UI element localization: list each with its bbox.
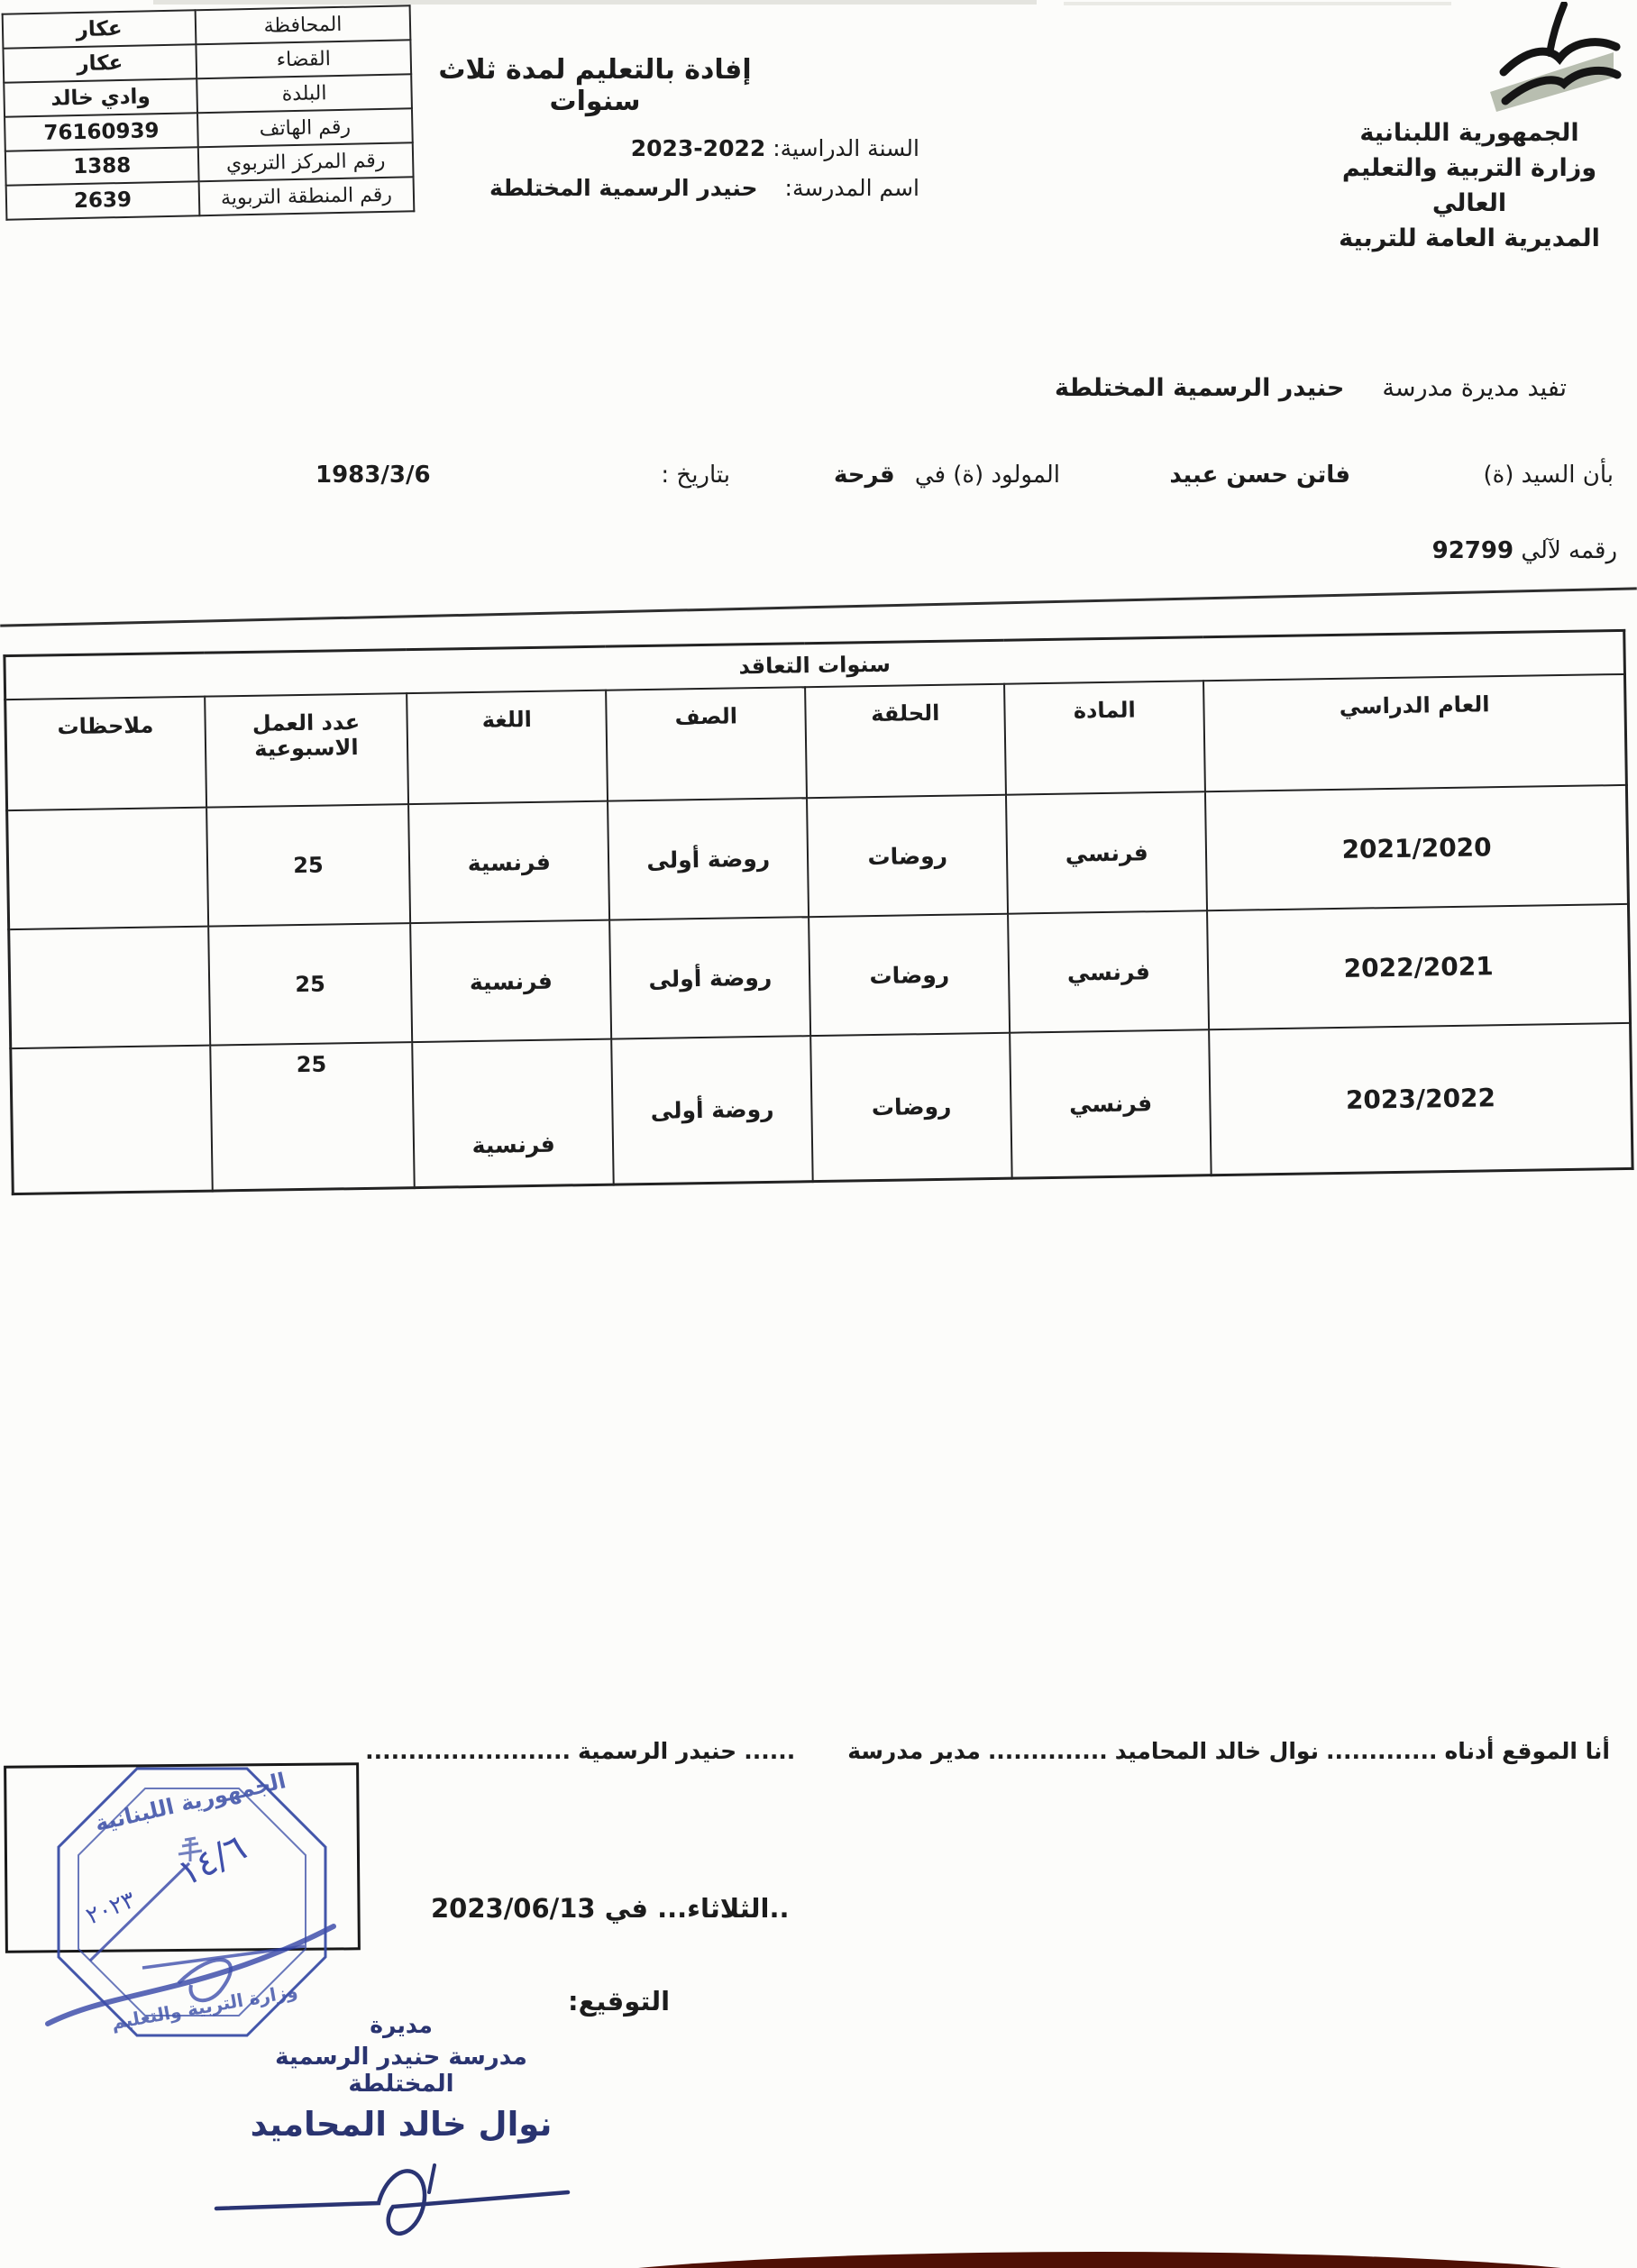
born-line	[834, 462, 1060, 489]
cell-cycle: روضات	[810, 1033, 1012, 1182]
person-name: فاتن حسن عبيد	[1169, 462, 1350, 489]
table-row	[11, 1023, 1632, 1194]
declaration-line	[234, 1738, 1610, 1764]
ministry-logo-icon	[1477, 2, 1634, 123]
school-year-label: السنة الدراسية:	[773, 135, 919, 161]
cell-subject: فرنسي	[1008, 910, 1209, 1032]
ministry-header	[1307, 115, 1632, 257]
col-subject: المادة	[1004, 681, 1205, 794]
cell-grade: روضة أولى	[609, 917, 810, 1038]
cell-language: فرنسية	[408, 801, 609, 923]
cell-hours: 25	[210, 1042, 415, 1191]
cell-year: 2021/2020	[1205, 785, 1628, 910]
town-label: البلدة	[197, 74, 412, 113]
director-school-line: مدرسة حنيدر الرسمية المختلطة	[275, 2044, 527, 2098]
born-label: المولود (ة) في	[914, 462, 1060, 489]
director-name: نوال خالد المحاميد	[250, 2105, 553, 2144]
stamp-top-text: الجمهورية اللبنانية	[92, 1768, 288, 1837]
director-title: مديرة	[370, 2012, 433, 2038]
cell-notes	[11, 1046, 213, 1194]
cell-subject: فرنسي	[1006, 791, 1207, 913]
cell-cycle: روضات	[809, 914, 1010, 1036]
dots: ..............	[987, 1738, 1108, 1764]
official-stamp	[34, 1753, 350, 2051]
ministry-line: وزارة التربية والتعليم العالي	[1341, 154, 1597, 218]
certify-school-name: حنيدر الرسمية المختلطة	[1055, 374, 1345, 402]
signature-label: التوقيع:	[568, 1986, 671, 2017]
republic-line: الجمهورية اللبنانية	[1359, 119, 1579, 147]
school-name-line	[397, 175, 919, 201]
phone-label: رقم الهاتف	[197, 108, 413, 147]
stamp-bottom-text: وزارة التربية والتعليم	[109, 1980, 299, 2035]
scan-streak	[1064, 2, 1451, 5]
director-handwritten-signature	[207, 2156, 586, 2255]
town-value: وادي خالد	[4, 78, 197, 116]
cell-year: 2022/2021	[1207, 904, 1630, 1029]
table-row	[6, 177, 415, 219]
col-school-year: العام الدراسي	[1203, 674, 1626, 791]
governorate-label: المحافظة	[196, 5, 411, 44]
dots: ......	[744, 1738, 796, 1764]
contract-table-title: سنوات التعاقد	[5, 630, 1625, 700]
signing-date-line: ..الثلاثاء... في 2023/06/13	[431, 1893, 790, 1924]
auto-number-value: 92799	[1431, 537, 1514, 564]
phone-value: 76160939	[5, 113, 198, 151]
region-number-label: رقم المنطقة التربوية	[199, 177, 415, 215]
district-value: عكار	[3, 44, 197, 82]
cell-language: فرنسية	[412, 1039, 614, 1188]
center-number-value: 1388	[5, 147, 199, 185]
school-year-line	[397, 135, 919, 161]
cell-hours: 25	[208, 923, 413, 1046]
that-person-label: بأن السيد (ة)	[1483, 462, 1614, 489]
dots: ........................	[365, 1738, 572, 1764]
center-number-label: رقم المركز التربوي	[198, 142, 414, 181]
certify-prefix: تفيد مديرة مدرسة	[1382, 374, 1567, 402]
certify-line	[1055, 374, 1567, 402]
region-number-value: 2639	[6, 181, 200, 219]
cell-grade: روضة أولى	[611, 1036, 813, 1184]
school-year-value: 2023-2022	[630, 135, 766, 161]
declaration-director-name: نوال خالد المحاميد	[1114, 1738, 1319, 1764]
auto-number-label: رقمه لآلي	[1521, 537, 1617, 564]
horizontal-rule	[0, 587, 1637, 626]
school-name-value: حنيدر الرسمية المختلطة	[489, 175, 758, 201]
governorate-value: عكار	[3, 10, 197, 48]
col-notes: ملاحظات	[5, 697, 206, 810]
scan-edge-artifact	[523, 2252, 1637, 2268]
school-name-label: اسم المدرسة:	[784, 175, 919, 201]
admin-info-table	[2, 5, 416, 220]
cell-year: 2023/2022	[1209, 1023, 1632, 1175]
district-label: القضاء	[196, 40, 411, 78]
col-language: اللغة	[407, 690, 608, 804]
cell-hours: 25	[206, 804, 411, 927]
col-grade: الصف	[606, 687, 807, 800]
declaration-school: حنيدر الرسمية	[578, 1738, 737, 1764]
cell-grade: روضة أولى	[608, 798, 809, 919]
document-title: إفادة بالتعليم لمدة ثلاث سنوات	[438, 54, 752, 117]
declaration-role: مدير مدرسة	[847, 1738, 981, 1764]
birth-date-label: بتاريخ :	[661, 462, 730, 489]
birth-date-line	[316, 462, 730, 489]
auto-number-line	[1422, 537, 1617, 564]
director-block	[225, 2012, 577, 2144]
dots: .............	[1326, 1738, 1438, 1764]
stamp-handwritten-year: ٢٠٢٣	[82, 1886, 140, 1931]
cell-subject: فرنسي	[1010, 1029, 1212, 1178]
col-weekly-hours: عدد العمل الاسبوعية	[205, 693, 409, 808]
col-cycle: الحلقة	[805, 684, 1006, 798]
declaration-start: أنا الموقع أدناه	[1444, 1738, 1610, 1764]
stamp-handwritten-day: ١٤/٦	[171, 1826, 253, 1895]
cell-cycle: روضات	[807, 795, 1008, 917]
directorate-line: المديرية العامة للتربية	[1339, 224, 1600, 253]
birth-date-value: 1983/3/6	[316, 462, 431, 489]
birthplace: قرحة	[833, 462, 895, 489]
contract-years-table	[3, 629, 1633, 1195]
cell-language: فرنسية	[410, 920, 611, 1042]
cell-notes	[9, 927, 210, 1048]
cell-notes	[7, 808, 208, 929]
scan-streak	[153, 0, 1037, 5]
